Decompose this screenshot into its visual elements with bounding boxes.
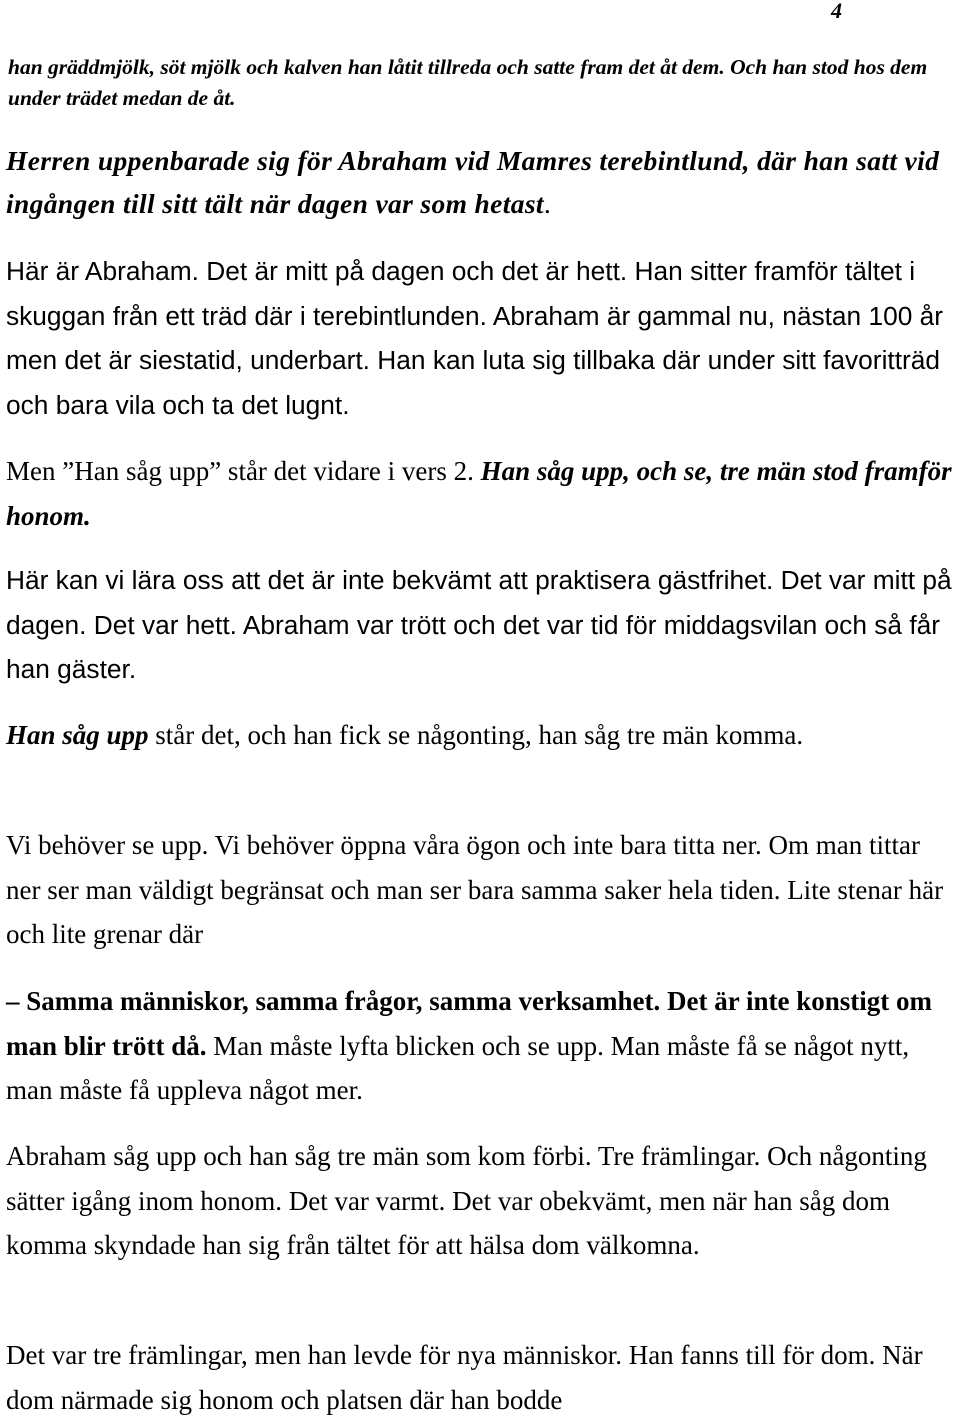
paragraph-same-people-text: Man måste lyfta blicken och se upp. Man måste få se något nytt, man måste få uppleva något mer. [6, 1030, 910, 1105]
paragraph-same-people-bold: – Samma människor, samma frågor, samma verksamhet. Det är inte konstigt om man blir trött då. [6, 986, 932, 1061]
intro-paragraph: han gräddmjölk, söt mjölk och kalven han låtit tillreda och satte fram det åt dem. Och han stod hos dem under trädet medan de åt. [8, 55, 928, 110]
paragraph-he-looked-up-quote: Han såg upp, och se, tre män stod framför honom. [6, 456, 952, 531]
page-number: 4 [831, 0, 842, 23]
paragraph-saw-three-men-quote: Han såg upp [6, 720, 149, 750]
paragraph-new-people: Det var tre främlingar, men han levde för nya människor. Han fanns till för dom. När dom närmade sig honom och platsen där han bodde [6, 1340, 923, 1415]
paragraph-he-looked-up-text: Men ”Han såg upp” står det vidare i vers 2. [6, 456, 481, 486]
bible-verse-period: . [543, 188, 552, 219]
paragraph-hospitality: Här kan vi lära oss att det är inte bekvämt att praktisera gästfrihet. Det var mitt på dagen. Det var hett. Abraham var trött och det var tid för middagsvilan och så får han gäster. [6, 565, 952, 684]
bible-verse-text: Herren uppenbarade sig för Abraham vid Mamres terebintlund, där han satt vid ingången till sitt tält när dagen var som hetast [6, 145, 940, 219]
paragraph-same-people [6, 979, 956, 1113]
paragraph-saw-three-men-text: står det, och han fick se någonting, han såg tre män komma. [148, 720, 804, 750]
paragraph-saw-three-men [6, 713, 956, 758]
paragraph-look-up: Vi behöver se upp. Vi behöver öppna våra ögon och inte bara titta ner. Om man tittar ner ser man väldigt begränsat och man ser bara samma saker hela tiden. Lite stenar här och lite grenar där [6, 830, 944, 949]
paragraph-he-looked-up [6, 449, 956, 538]
bible-verse-paragraph [6, 139, 956, 225]
paragraph-three-strangers: Abraham såg upp och han såg tre män som kom förbi. Tre främlingar. Och någonting sätter igång inom honom. Det var varmt. Det var obekvämt, men när han såg dom komma skyndade han sig från tältet för att hälsa dom välkomna. [6, 1141, 927, 1260]
paragraph-abraham-at-noon: Här är Abraham. Det är mitt på dagen och det är hett. Han sitter framför tältet i skuggan från ett träd där i terebintlunden. Abraham är gammal nu, nästan 100 år men det är siestatid, underbart. Han kan luta sig tillbaka där under sitt favoritträd och bara vila och ta det lugnt. [6, 256, 944, 420]
